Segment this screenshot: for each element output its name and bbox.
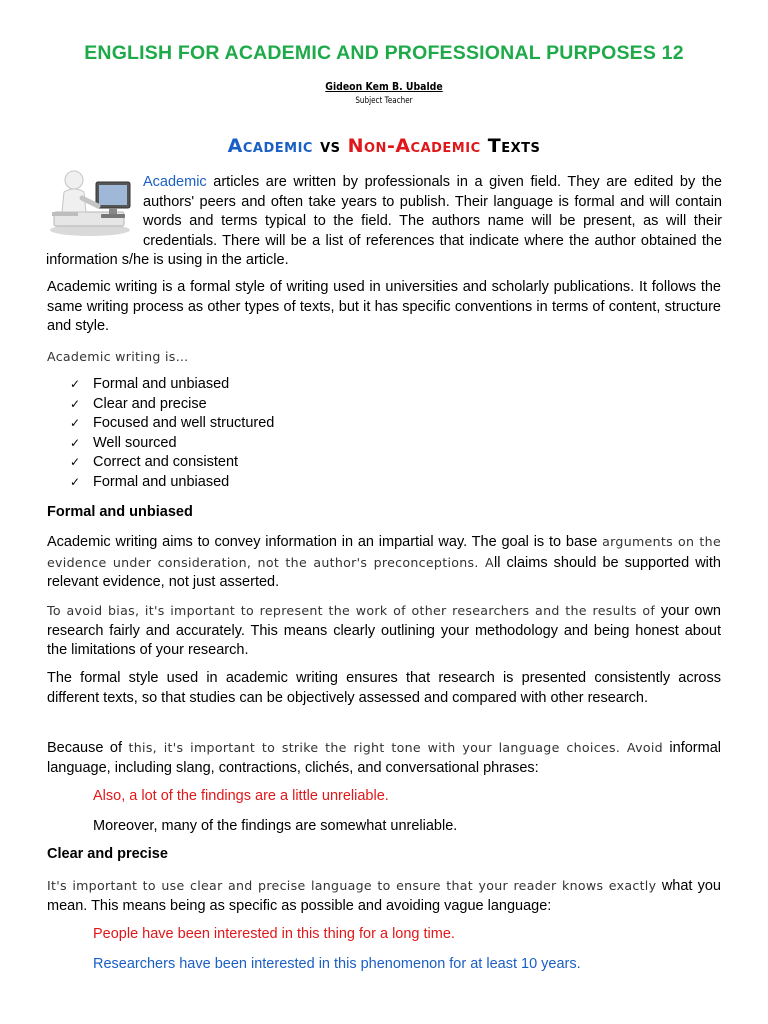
author-role: Subject Teacher	[355, 96, 413, 106]
checkmark-icon: ✓	[70, 435, 81, 450]
intro-text: articles are written by professionals in a given field. They are edited by the authors' peers and often take years to publish. Their language is formal and will contain words and terms typical to the field. The authors name will be present, as will their credentials. There will be a list of references that indicate where the author obtained the information s/he is using in the article.	[46, 174, 722, 269]
example-precise: Researchers have been interested in this phenomenon for at least 10 years.	[93, 956, 581, 972]
checkmark-icon: ✓	[70, 416, 81, 431]
list-item: ✓ Clear and precise	[70, 395, 274, 415]
document-title	[0, 135, 768, 157]
intro-paragraph	[46, 173, 722, 271]
section-heading-clear: Clear and precise	[47, 846, 168, 862]
title-texts: Texts	[480, 135, 541, 157]
example-formal: Moreover, many of the findings are somewhat unreliable.	[93, 818, 458, 834]
title-vs: vs	[312, 135, 348, 157]
formal-paragraph-3: The formal style used in academic writing ensures that research is presented consistently across different texts, so that studies can be objectively assessed and compared with other research.	[47, 670, 721, 706]
formal-paragraph-4: Because of this, it's important to strike the right tone with your language choices. Avoid informal language, including slang, contractions, clichés, and conversational phrases:	[47, 740, 721, 776]
list-intro: Academic writing is…	[47, 349, 189, 364]
checkmark-icon: ✓	[70, 474, 81, 489]
list-item: ✓ Formal and unbiased	[70, 473, 274, 493]
list-item: ✓ Focused and well structured	[70, 414, 274, 434]
title-academic: Academic	[227, 135, 313, 157]
course-title: ENGLISH FOR ACADEMIC AND PROFESSIONAL PURPOSES 12	[84, 42, 684, 64]
formal-paragraph-1: Academic writing aims to convey information in an impartial way. The goal is to base arguments on the evidence under consideration, not the author's preconceptions. All claims should be supported with relevant evidence, not just asserted.	[47, 534, 721, 591]
checkmark-icon: ✓	[70, 396, 81, 411]
intro-lead-word: Academic	[143, 174, 207, 190]
title-non-academic: Non-Academic	[347, 135, 481, 157]
checkmark-icon: ✓	[70, 377, 81, 391]
definition-paragraph: Academic writing is a formal style of writing used in universities and scholarly publications. It follows the same writing process as other types of texts, but it has specific conventions in terms of content, structure and style.	[47, 279, 721, 335]
clear-paragraph-1: It's important to use clear and precise language to ensure that your reader knows exactly what you mean. This means being as specific as possible and avoiding vague language:	[47, 878, 721, 914]
characteristics-list	[70, 375, 274, 493]
checkmark-icon: ✓	[70, 455, 81, 470]
list-item: ✓ Correct and consistent	[70, 453, 274, 473]
example-informal: Also, a lot of the findings are a little unreliable.	[93, 788, 389, 804]
list-item: ✓ Formal and unbiased	[70, 375, 274, 395]
section-heading-formal: Formal and unbiased	[47, 504, 193, 520]
list-item: ✓ Well sourced	[70, 434, 274, 454]
formal-paragraph-2: To avoid bias, it's important to represent the work of other researchers and the results of your own research fairly and accurately. This means clearly outlining your methodology and being honest about the limitations of your research.	[47, 603, 721, 659]
example-vague: People have been interested in this thing for a long time.	[93, 926, 455, 942]
author-name: Gideon Kem B. Ubalde	[325, 80, 443, 93]
